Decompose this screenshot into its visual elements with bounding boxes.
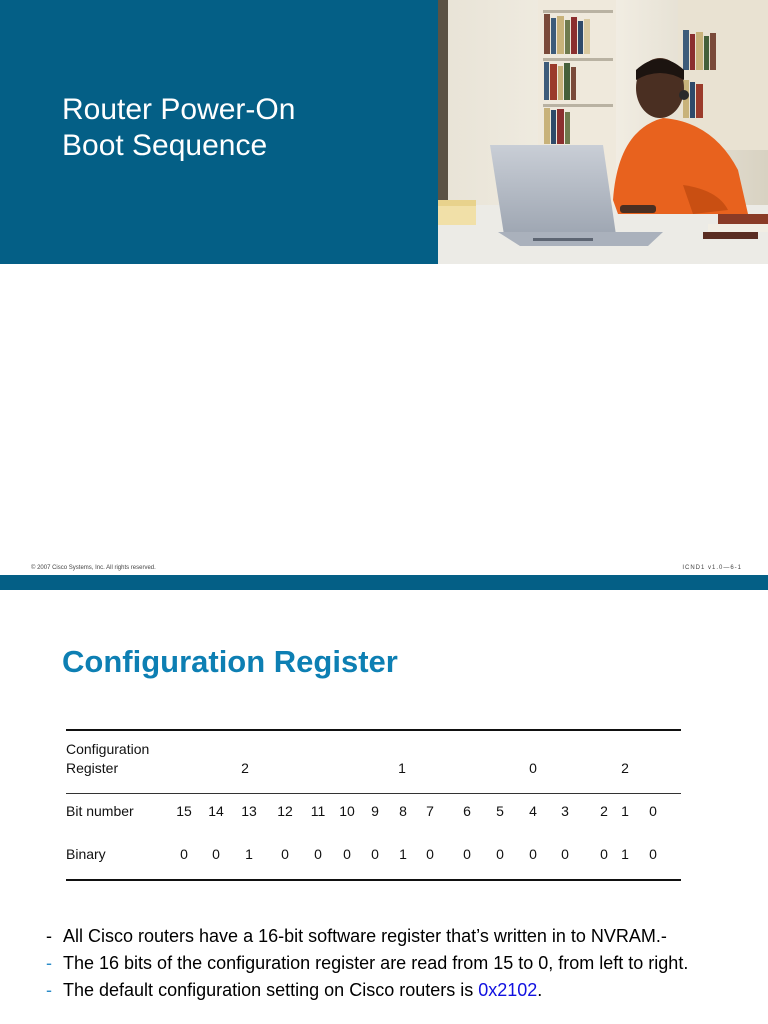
slide-title — [62, 92, 295, 164]
slide-title: Configuration Register — [62, 644, 398, 679]
row-label-line2: Register — [66, 760, 119, 776]
bit-number-cell: 9 — [371, 803, 379, 819]
bit-number-cell: 8 — [399, 803, 407, 819]
bit-number-cell: 1 — [621, 803, 629, 819]
binary-cell: 0 — [314, 846, 322, 862]
slide-number-footer: ICND1 v1.0—6-1 — [682, 565, 742, 571]
hex-digit-cell: 2 — [621, 760, 629, 776]
bullet-text: The default configuration setting on Cisco routers is — [63, 980, 479, 1000]
row-label-line1: Configuration — [66, 741, 150, 757]
table-bottom-rule — [66, 879, 681, 881]
photo-illustration — [438, 0, 768, 264]
binary-cell: 1 — [399, 846, 407, 862]
bullet-item — [46, 926, 736, 946]
binary-cell: 0 — [426, 846, 434, 862]
bit-number-cell: 5 — [496, 803, 504, 819]
slide-divider — [0, 575, 768, 590]
binary-cell: 0 — [180, 846, 188, 862]
binary-cell: 0 — [561, 846, 569, 862]
hex-digit-cell: 0 — [529, 760, 537, 776]
bit-number-cell: 0 — [649, 803, 657, 819]
bullet-item — [46, 953, 736, 973]
config-register-table — [66, 729, 681, 881]
bit-number-cell: 2 — [600, 803, 608, 819]
default-register-value: 0x2102 — [478, 980, 538, 1000]
binary-cell: 0 — [496, 846, 504, 862]
slide-title-line1: Router Power-On — [62, 93, 296, 126]
bit-number-cell: 15 — [176, 803, 192, 819]
binary-cell: 0 — [649, 846, 657, 862]
binary-cell: 0 — [600, 846, 608, 862]
student-laptop-photo — [438, 0, 768, 264]
bullet-dash: - — [46, 926, 52, 946]
binary-cell: 1 — [245, 846, 253, 862]
bit-number-cell: 4 — [529, 803, 537, 819]
table-mid-rule — [66, 793, 681, 794]
table-top-rule — [66, 729, 681, 731]
bullet-text: All Cisco routers have a 16-bit software register that’s written in to NVRAM.- — [63, 926, 667, 946]
row-label-bit-number: Bit number — [66, 803, 134, 819]
binary-cell: 0 — [529, 846, 537, 862]
binary-cell: 0 — [281, 846, 289, 862]
title-banner — [0, 0, 438, 264]
bit-number-cell: 14 — [208, 803, 224, 819]
copyright-footer: © 2007 Cisco Systems, Inc. All rights reserved. — [31, 565, 156, 571]
bit-number-cell: 7 — [426, 803, 434, 819]
bullet-dash: - — [46, 980, 52, 1000]
binary-cell: 0 — [343, 846, 351, 862]
binary-cell: 0 — [371, 846, 379, 862]
content-slide — [0, 590, 768, 1024]
bullet-end: . — [537, 980, 543, 1000]
bit-number-cell: 6 — [463, 803, 471, 819]
slide-title-line2: Boot Sequence — [62, 129, 268, 162]
binary-cell: 0 — [463, 846, 471, 862]
bit-number-cell: 12 — [277, 803, 293, 819]
row-label-binary: Binary — [66, 846, 106, 862]
bullet-list — [46, 926, 736, 1007]
hex-digit-cell: 1 — [398, 760, 406, 776]
bullet-text: The 16 bits of the configuration register are read from 15 to 0, from left to right. — [63, 953, 689, 973]
row-label-config-register — [66, 740, 149, 778]
binary-cell: 1 — [621, 846, 629, 862]
bit-number-cell: 3 — [561, 803, 569, 819]
hex-digit-cell: 2 — [241, 760, 249, 776]
bit-number-cell: 10 — [339, 803, 355, 819]
bit-number-cell: 11 — [310, 803, 326, 819]
bullet-dash: - — [46, 953, 52, 973]
bullet-item — [46, 980, 736, 1000]
bit-number-cell: 13 — [241, 803, 257, 819]
binary-cell: 0 — [212, 846, 220, 862]
